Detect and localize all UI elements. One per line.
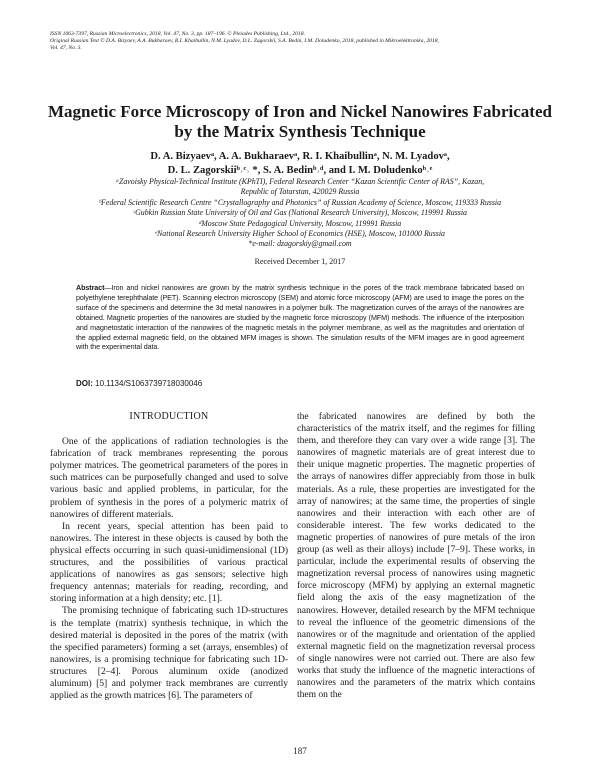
affiliation-b: ᵇFederal Scientific Research Centre “Crystallography and Photonics” of Russian Academy of Science, Moscow, 119333 Russia (98, 197, 502, 207)
title-line-2: by the Matrix Synthesis Technique (174, 122, 426, 141)
paragraph: In recent years, special attention has been paid to nanowires. The interest in these objects is caused by both the physical effects occurring in such quasi-unidimensional (1D) structures, and the possibilities of various practical applications of nanowires as gas sensors; selective high frequency antennas; materials for reading, recording, and storing information at a high density; etc. [1]. (50, 520, 288, 605)
contact-email: *e-mail: dzagorskiy@gmail.com (248, 239, 352, 249)
affiliation-d: ᵈMoscow State Pedagogical University, Moscow, 119991 Russia (198, 218, 402, 228)
paper-title (40, 102, 560, 142)
paragraph: The promising technique of fabricating such 1D-structures is the template (matrix) synthesis technique, in which the desired material is deposited in the pores of the matrix (with the specified parameters) forming a set (arrays, ensembles) of nanowires, is a promising technique for fabricating such 1D-structures [2–4]. Porous aluminum oxide (anodized aluminum) [5] and polymer track membranes are currently applied as the growth matrices [6]. The parameters of (50, 605, 288, 702)
received-date: Received December 1, 2017 (254, 257, 346, 266)
header-line-1: ISSN 1063-7397, Russian Microelectronics, 2018, Vol. 47, No. 3, pp. 187–196. © Pleiades Publishing, Ltd., 2018. (50, 31, 305, 37)
journal-header (50, 31, 570, 53)
doi-label: DOI: (76, 379, 93, 388)
paragraph: the fabricated nanowires are defined by both the characteristics of the matrix itself, and the regimes for filling them, and therefore they can vary over a wide range [3]. The nanowires of magnetic materials are of great interest due to their unique magnetic properties. The magnetic properties of the arrays of nanowires differ appreciably from those in bulk materials. As a rule, these properties are investigated for the array of nanowires; at the same time, the properties of single nanowires and their interaction with each other are of considerable interest. The few works dedicated to the magnetic properties of nanowires of pure metals of the iron group (as well as their alloys) include [7–9]. These works, in particular, include the experimental results of observing the magnetization reversal process of nanowires using magnetic force microscopy (MFM) by applying an external magnetic field along the axis of the easy magnetization of the nanowires. However, detailed research by the MFM technique to reveal the influence of the geometric dimensions of the nanowires or of the magnitude and orientation of the applied external magnetic field on the magnetization reversal process of single nanowires were not carried out. There are also few works that study the influence of the magnetic interactions of nanowires and the parameters of the matrix which contains them on the (297, 411, 535, 701)
affiliation-a-cont: Republic of Tatarstan, 420029 Russia (240, 187, 360, 197)
doi (76, 379, 202, 389)
affiliations (40, 177, 560, 250)
section-heading: INTRODUCTION (129, 411, 209, 422)
page-number: 187 (293, 746, 307, 756)
header-line-2: Original Russian Text © D.A. Bizyaev, A.A. Bukharaev, R.I. Khaibullin, N.M. Lyadov, D.L. Zagorskii, S.A. Bedin, I.M. Doludenko, 2018, published in Mikroelektronika, 2018, (50, 38, 439, 45)
affiliation-a: ᵃZavoisky Physical-Technical Institute (KPhTI), Federal Research Center “Kazan Scientific Center of RAS”, Kazan, (115, 177, 485, 186)
doi-value: 10.1134/S1063739718030046 (95, 379, 203, 388)
paragraph: One of the applications of radiation technologies is the fabrication of track membranes representing the porous polymer matrices. The geometrical parameters of the pores in such matrices can be purposefully changed and used to solve various basic and applied problems, in particular, for the problem of synthesis in the pores of a polymeric matrix of nanowires of different materials. (50, 436, 288, 520)
abstract-label: Abstract (76, 283, 105, 292)
authors-line-2: D. L. Zagorskiiᵇ˒ᶜ˒ *, S. A. Bedinᵇ˒ᵈ, and I. M. Doludenkoᵇ˒ᵉ (167, 165, 433, 176)
affiliation-e: ᵉNational Research University Higher School of Economics (HSE), Moscow, 101000 Russia (154, 229, 446, 239)
abstract (76, 283, 524, 352)
title-line-1: Magnetic Force Microscopy of Iron and Nickel Nanowires Fabricated (48, 102, 552, 121)
authors-line-1: D. A. Bizyaevᵃ, A. A. Bukharaevᵃ, R. I. Khaibullinᵃ, N. M. Lyadovᵃ, (150, 151, 450, 162)
author-list (40, 150, 560, 178)
right-column (297, 411, 535, 701)
abstract-text: —Iron and nickel nanowires are grown by the matrix synthesis technique in the pores of the track membrane fabricated based on polyethylene terephthalate (PET). Scanning electron microscopy (SEM) and atomic force microscopy (AFM) are used to image the pores on the surface of the specimens and determine the 3d metal nanowires in a polymer bulk. The magnetization curves of the arrays of the nanowires are obtained. Magnetic properties of the nanowires are studied by the magnetic force microscopy (MFM) methods. The influence of the interposition and magnetostatic interaction of the nanowires of the magnetic metals in the polymer membrane, as well as the magnitudes and orientation of the applied external magnetic field, on the obtained MFM images is shown. The simulation results of the MFM images are in good agreement with the experimental data. (76, 283, 524, 352)
header-line-3: Vol. 47, No. 3. (50, 45, 82, 52)
left-column (50, 411, 288, 702)
affiliation-c: ᶜGubkin Russian State University of Oil and Gas (National Research University), Moscow, 119991 Russia (133, 208, 467, 218)
